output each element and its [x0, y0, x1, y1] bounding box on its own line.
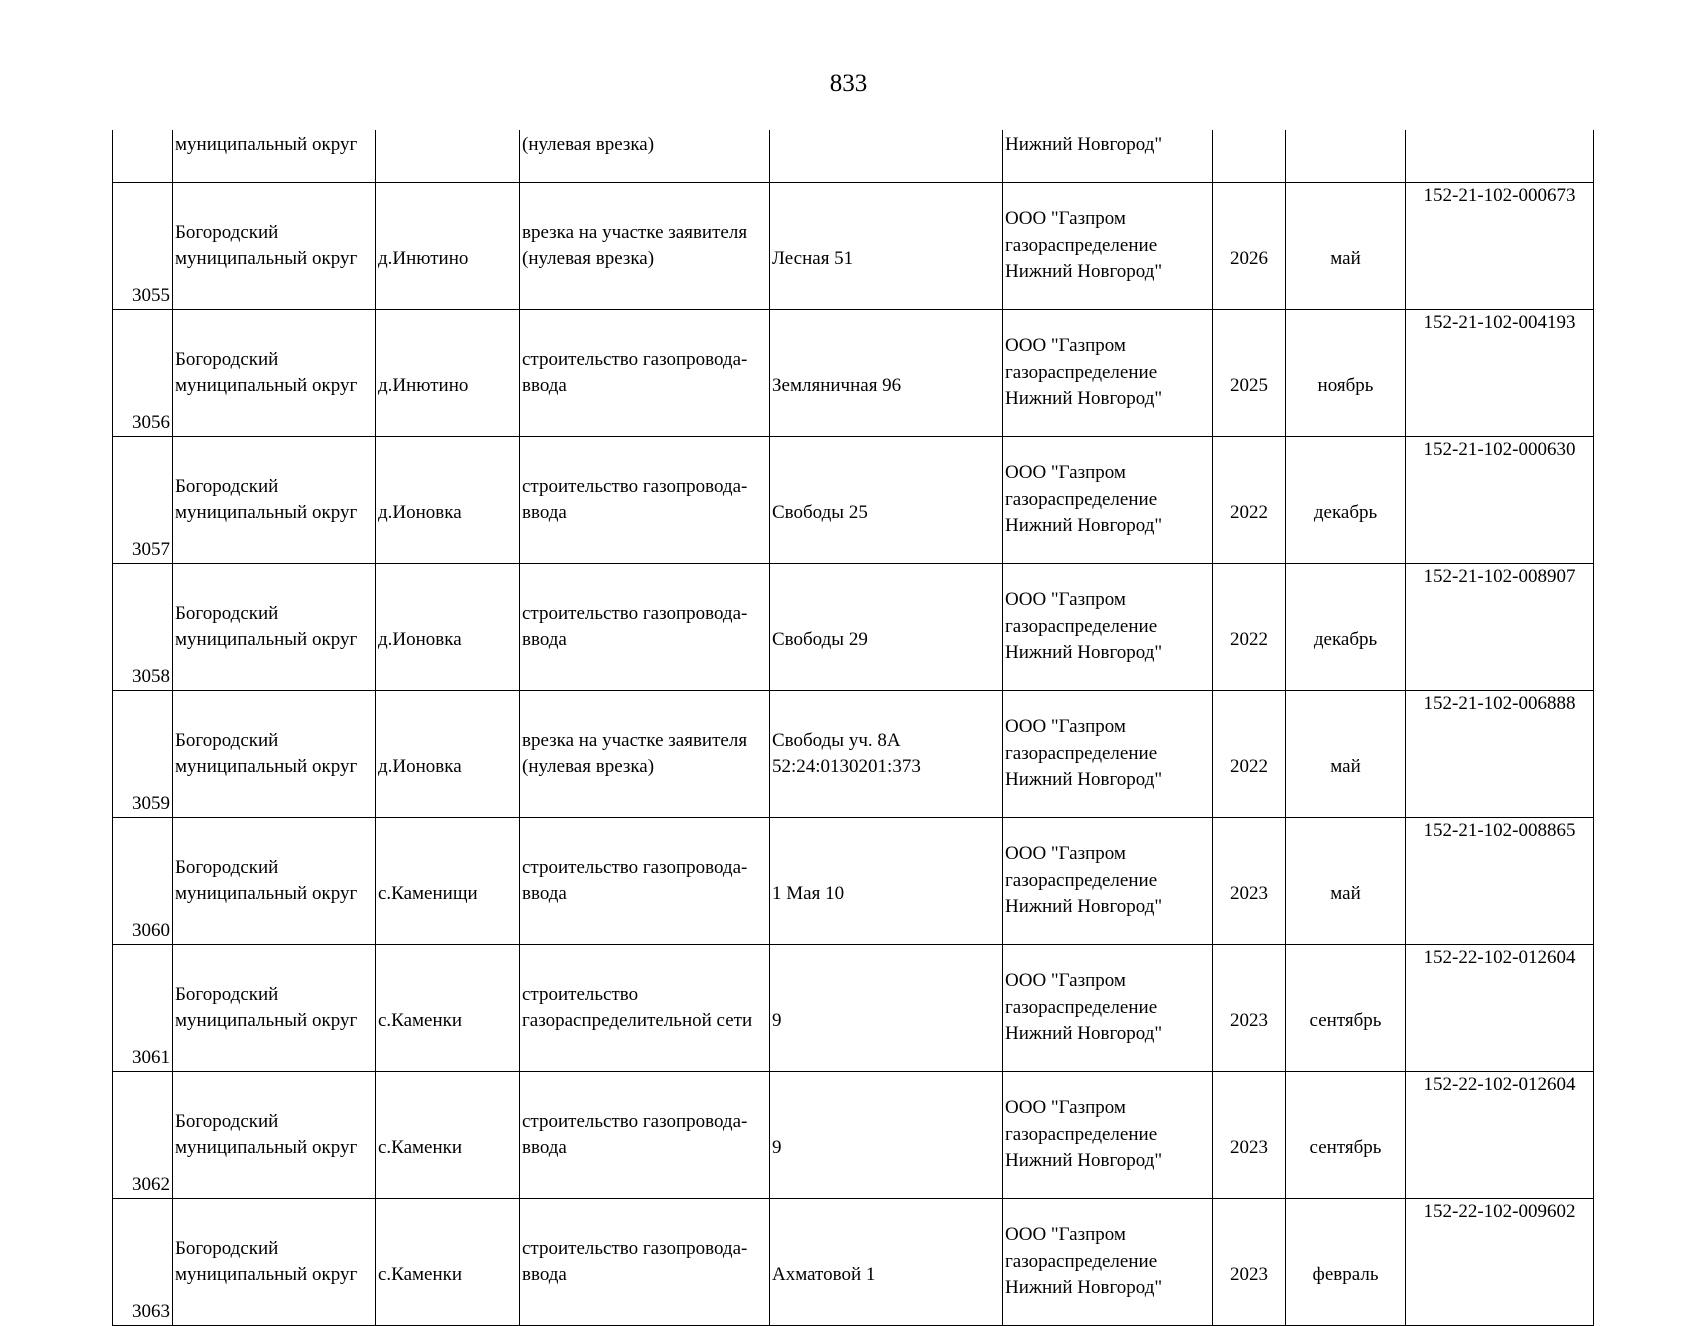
address-line: 9 [772, 1009, 782, 1031]
district-line: Богородский [175, 1237, 279, 1259]
table-row [113, 310, 1594, 437]
work-cell: (нулевая врезка) [520, 130, 770, 183]
district-cell [173, 437, 376, 564]
org-line: ООО "Газпром [1005, 1224, 1126, 1246]
row-number: 3057 [113, 437, 173, 564]
district-line: муниципальный округ [175, 502, 358, 523]
district-cell [173, 310, 376, 437]
place-cell: д.Инютино [376, 310, 520, 437]
org-cell [1003, 310, 1213, 437]
row-number: 3063 [113, 1199, 173, 1326]
work-line: строительство газопровода- [522, 1237, 748, 1259]
table-row [113, 437, 1594, 564]
org-line: ООО "Газпром [1005, 1097, 1126, 1119]
work-line: строительство газопровода- [522, 602, 748, 624]
org-line: ООО "Газпром [1005, 970, 1126, 992]
district-line: Богородский [175, 856, 279, 878]
district-cell [173, 945, 376, 1072]
year-cell: 2022 [1213, 564, 1286, 691]
work-cell [520, 818, 770, 945]
code-cell: 152-21-102-004193 [1406, 310, 1594, 437]
work-line: ввода [522, 1264, 567, 1285]
place-cell [376, 130, 520, 183]
district-line: Богородский [175, 348, 279, 370]
place-cell: с.Каменищи [376, 818, 520, 945]
year-cell: 2022 [1213, 437, 1286, 564]
place-cell: с.Каменки [376, 1072, 520, 1199]
year-cell [1213, 130, 1286, 183]
district-line: Богородский [175, 983, 279, 1005]
work-line: строительство газопровода- [522, 348, 748, 370]
work-cell [520, 564, 770, 691]
work-cell [520, 310, 770, 437]
org-cell [1003, 691, 1213, 818]
row-number: 3062 [113, 1072, 173, 1199]
org-line: Нижний Новгород" [1005, 896, 1163, 918]
address-cell [770, 1199, 1003, 1326]
district-line: Богородский [175, 729, 279, 751]
district-cell [173, 691, 376, 818]
district-cell [173, 818, 376, 945]
work-line: газораспределительной сети [522, 1010, 753, 1031]
row-number: 3061 [113, 945, 173, 1072]
table-row [113, 691, 1594, 818]
address-line: Свободы уч. 8А [772, 729, 901, 751]
work-line: (нулевая врезка) [522, 248, 655, 269]
month-cell: февраль [1286, 1199, 1406, 1326]
row-number: 3058 [113, 564, 173, 691]
address-line: Ахматовой 1 [772, 1263, 876, 1285]
month-cell: май [1286, 691, 1406, 818]
code-cell [1406, 130, 1594, 183]
year-cell: 2023 [1213, 818, 1286, 945]
district-cell [173, 564, 376, 691]
work-cell [520, 945, 770, 1072]
page-number: 833 [829, 70, 868, 97]
address-cell [770, 945, 1003, 1072]
work-line: ввода [522, 1137, 567, 1158]
year-cell: 2026 [1213, 183, 1286, 310]
month-cell: ноябрь [1286, 310, 1406, 437]
work-cell [520, 1072, 770, 1199]
table-row [113, 945, 1594, 1072]
year-cell: 2023 [1213, 1072, 1286, 1199]
row-number: 3056 [113, 310, 173, 437]
work-line: ввода [522, 883, 567, 904]
org-line: Нижний Новгород" [1005, 1150, 1163, 1172]
address-cell [770, 564, 1003, 691]
work-line: врезка на участке заявителя [522, 221, 748, 243]
org-cell [1003, 945, 1213, 1072]
table-row [113, 1072, 1594, 1199]
address-line: Лесная 51 [772, 247, 854, 269]
org-line: ООО "Газпром [1005, 208, 1126, 230]
org-line: газораспределение [1005, 1250, 1158, 1272]
org-cell [1003, 1072, 1213, 1199]
district-line: Богородский [175, 1110, 279, 1132]
code-cell: 152-21-102-008865 [1406, 818, 1594, 945]
num-cell [113, 130, 173, 183]
code-cell: 152-22-102-009602 [1406, 1199, 1594, 1326]
month-cell: сентябрь [1286, 1072, 1406, 1199]
work-line: строительство газопровода- [522, 475, 748, 497]
work-cell [520, 437, 770, 564]
place-cell: с.Каменки [376, 945, 520, 1072]
work-line: строительство газопровода- [522, 856, 748, 878]
district-line: муниципальный округ [175, 248, 358, 269]
org-cell [1003, 1199, 1213, 1326]
table-row [113, 1199, 1594, 1326]
org-line: ООО "Газпром [1005, 716, 1126, 738]
gasification-table [112, 130, 1594, 1326]
month-cell: май [1286, 818, 1406, 945]
org-line: газораспределение [1005, 742, 1158, 764]
work-line: ввода [522, 629, 567, 650]
address-line: 52:24:0130201:373 [772, 756, 921, 777]
org-line: ООО "Газпром [1005, 843, 1126, 865]
address-line: 9 [772, 1136, 782, 1158]
org-cell [1003, 183, 1213, 310]
org-line: Нижний Новгород" [1005, 388, 1163, 410]
org-line: газораспределение [1005, 996, 1158, 1018]
org-cell: Нижний Новгород" [1003, 130, 1213, 183]
org-cell [1003, 818, 1213, 945]
table-row [113, 564, 1594, 691]
code-cell: 152-21-102-008907 [1406, 564, 1594, 691]
district-cell: муниципальный округ [173, 130, 376, 183]
district-line: Богородский [175, 602, 279, 624]
work-cell [520, 183, 770, 310]
org-line: Нижний Новгород" [1005, 1023, 1163, 1045]
code-cell: 152-22-102-012604 [1406, 1072, 1594, 1199]
address-cell [770, 691, 1003, 818]
year-cell: 2023 [1213, 1199, 1286, 1326]
org-line: Нижний Новгород" [1005, 1277, 1163, 1299]
place-cell: д.Ионовка [376, 691, 520, 818]
address-line: Земляничная 96 [772, 374, 902, 396]
org-line: газораспределение [1005, 1123, 1158, 1145]
org-cell [1003, 564, 1213, 691]
org-line: газораспределение [1005, 488, 1158, 510]
table-row [113, 818, 1594, 945]
work-line: ввода [522, 502, 567, 523]
code-cell: 152-21-102-006888 [1406, 691, 1594, 818]
place-cell: д.Инютино [376, 183, 520, 310]
district-line: муниципальный округ [175, 1137, 358, 1158]
place-cell: д.Ионовка [376, 437, 520, 564]
district-line: муниципальный округ [175, 375, 358, 396]
org-line: Нижний Новгород" [1005, 515, 1163, 537]
work-line: (нулевая врезка) [522, 756, 655, 777]
org-line: газораспределение [1005, 615, 1158, 637]
table-row [113, 183, 1594, 310]
address-cell [770, 130, 1003, 183]
code-cell: 152-21-102-000673 [1406, 183, 1594, 310]
org-line: газораспределение [1005, 234, 1158, 256]
address-cell [770, 437, 1003, 564]
district-line: муниципальный округ [175, 1264, 358, 1285]
row-number: 3060 [113, 818, 173, 945]
district-line: муниципальный округ [175, 629, 358, 650]
work-line: ввода [522, 375, 567, 396]
work-line: врезка на участке заявителя [522, 729, 748, 751]
year-cell: 2023 [1213, 945, 1286, 1072]
org-line: газораспределение [1005, 869, 1158, 891]
org-line: Нижний Новгород" [1005, 769, 1163, 791]
org-line: ООО "Газпром [1005, 462, 1126, 484]
address-cell [770, 818, 1003, 945]
org-line: Нижний Новгород" [1005, 642, 1163, 664]
place-cell: д.Ионовка [376, 564, 520, 691]
work-cell [520, 691, 770, 818]
district-line: Богородский [175, 475, 279, 497]
district-line: муниципальный округ [175, 883, 358, 904]
address-line: 1 Мая 10 [772, 882, 845, 904]
org-line: ООО "Газпром [1005, 589, 1126, 611]
code-cell: 152-22-102-012604 [1406, 945, 1594, 1072]
work-line: строительство [522, 983, 639, 1005]
district-cell [173, 1072, 376, 1199]
continuation-row [113, 130, 1594, 183]
district-line: муниципальный округ [175, 1010, 358, 1031]
month-cell: декабрь [1286, 564, 1406, 691]
org-line: газораспределение [1005, 361, 1158, 383]
org-line: Нижний Новгород" [1005, 261, 1163, 283]
place-cell: с.Каменки [376, 1199, 520, 1326]
month-cell [1286, 130, 1406, 183]
work-cell [520, 1199, 770, 1326]
address-cell [770, 310, 1003, 437]
org-cell [1003, 437, 1213, 564]
org-line: ООО "Газпром [1005, 335, 1126, 357]
month-cell: декабрь [1286, 437, 1406, 564]
address-line: Свободы 29 [772, 628, 868, 650]
month-cell: сентябрь [1286, 945, 1406, 1072]
row-number: 3059 [113, 691, 173, 818]
district-cell [173, 1199, 376, 1326]
address-cell [770, 183, 1003, 310]
work-line: строительство газопровода- [522, 1110, 748, 1132]
address-cell [770, 1072, 1003, 1199]
code-cell: 152-21-102-000630 [1406, 437, 1594, 564]
district-cell [173, 183, 376, 310]
district-line: Богородский [175, 221, 279, 243]
district-line: муниципальный округ [175, 756, 358, 777]
year-cell: 2025 [1213, 310, 1286, 437]
month-cell: май [1286, 183, 1406, 310]
row-number: 3055 [113, 183, 173, 310]
address-line: Свободы 25 [772, 501, 868, 523]
year-cell: 2022 [1213, 691, 1286, 818]
